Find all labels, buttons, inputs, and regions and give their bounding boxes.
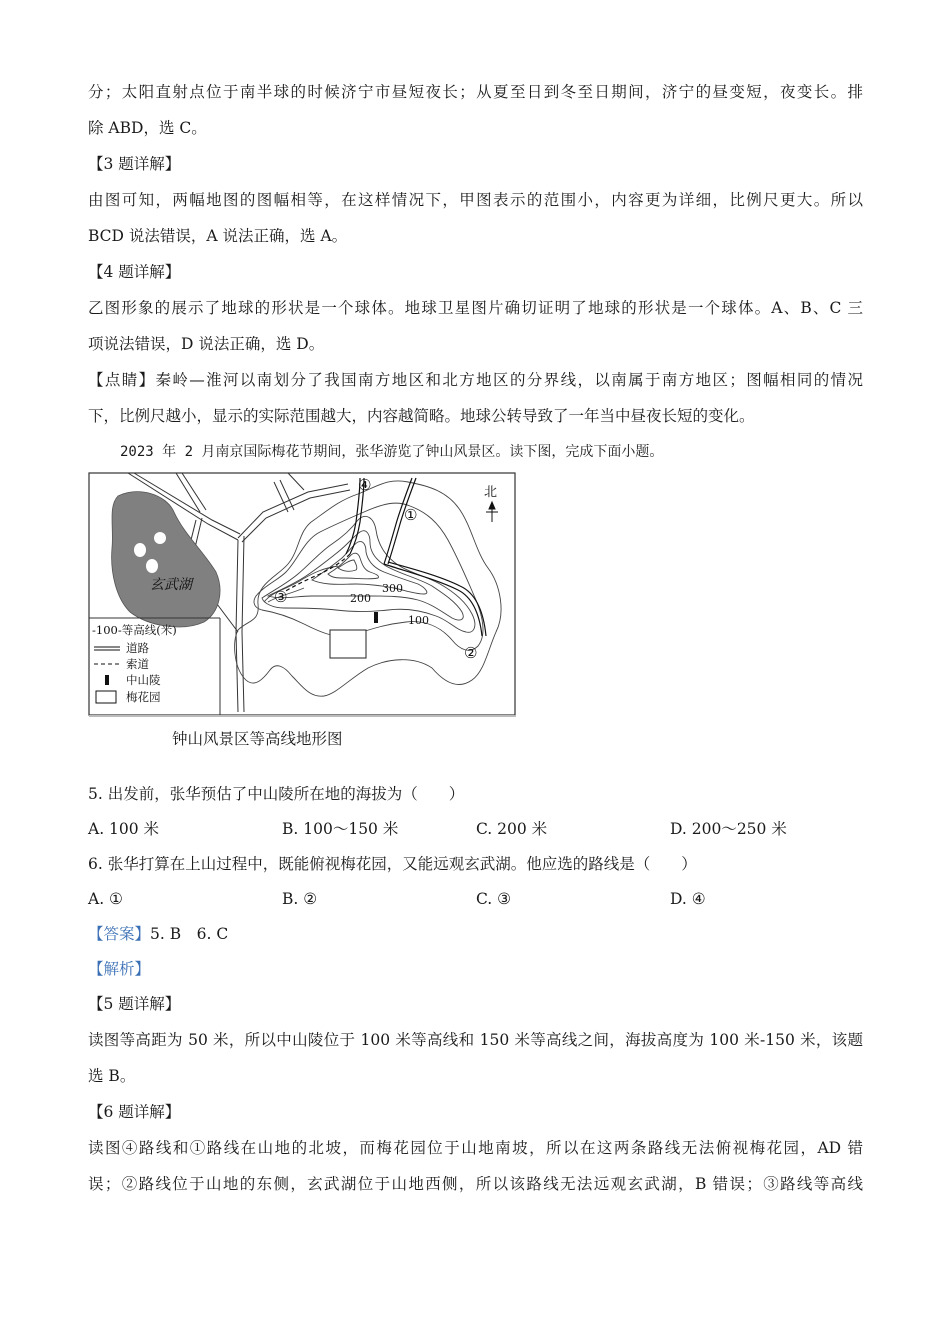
q6-option-c: C. ③ [476, 890, 512, 908]
plum-garden [330, 630, 366, 658]
text-line: 读图等高距为 50 米，所以中山陵位于 100 米等高线和 150 米等高线之间，海拔高度为 100 米-150 米，该题 [88, 1031, 863, 1049]
text-line: 乙图形象的展示了地球的形状是一个球体。地球卫星图片确切证明了地球的形状是一个球体。A、B、C 三 [88, 299, 863, 317]
answer-line [88, 922, 863, 946]
north-label: 北 [484, 485, 498, 500]
question-5: 5. 出发前，张华预估了中山陵所在地的海拔为（ ） [88, 785, 465, 803]
contour-label: 200 [350, 592, 371, 605]
legend-contour: -100-等高线(米) [92, 623, 177, 637]
lake-island [154, 532, 166, 544]
q5-option-c: C. 200 米 [476, 820, 548, 838]
answer-tag: 【答案】 [88, 925, 151, 943]
text-line: 读图④路线和①路线在山地的北坡，而梅花园位于山地南坡，所以在这两条路线无法俯视梅花园，AD 错 [88, 1139, 863, 1157]
text-line: 项说法错误，D 说法正确，选 D。 [88, 335, 325, 353]
map-caption: 钟山风景区等高线地形图 [172, 730, 343, 748]
q6-option-a: A. ① [88, 890, 123, 908]
q5-option-d: D. 200～250 米 [670, 820, 787, 838]
question-6: 6. 张华打算在上山过程中，既能俯视梅花园，又能远观玄武湖。他应选的路线是（ ） [88, 855, 697, 873]
text-line: 下，比例尺越小，显示的实际范围越大，内容越简略。地球公转导致了一年当中昼夜长短的变化。 [88, 407, 755, 425]
route-label-1: ① [404, 506, 418, 524]
contour-label: 300 [382, 582, 403, 595]
text-line: 除 ABD，选 C。 [88, 119, 207, 137]
legend-cableway: 索道 [126, 657, 149, 671]
route-label-4: ④ [358, 476, 372, 494]
text-line: 【点睛】秦岭—淮河以南划分了我国南方地区和北方地区的分界线，以南属于南方地区；图幅相同的情况 [88, 371, 863, 389]
legend-road: 道路 [126, 641, 149, 655]
contour-map [88, 472, 516, 718]
section-heading: 【3 题详解】 [88, 155, 181, 173]
text-line: BCD 说法错误，A 说法正确，选 A。 [88, 227, 348, 245]
q5-option-b: B. 100～150 米 [282, 820, 399, 838]
legend-mausoleum: 中山陵 [126, 673, 161, 687]
route-label-2: ② [464, 644, 478, 662]
text-line: 选 B。 [88, 1067, 136, 1085]
lake-label: 玄武湖 [150, 577, 192, 593]
contour-label: 100 [408, 614, 429, 627]
answer-text: 5. B 6. C [150, 925, 229, 943]
analysis-tag: 【解析】 [88, 960, 151, 978]
text-line: 分；太阳直射点位于南半球的时候济宁市昼短夜长；从夏至日到冬至日期间，济宁的昼变短，夜变长。排 [88, 83, 863, 101]
q5-option-a: A. 100 米 [88, 820, 160, 838]
text-line: 误；②路线位于山地的东侧，玄武湖位于山地西侧，所以该路线无法远观玄武湖，B 错误；③路线等高线 [88, 1175, 863, 1193]
lake-island [134, 543, 146, 557]
text-line: 由图可知，两幅地图的图幅相等，在这样情况下，甲图表示的范围小，内容更为详细，比例尺更大。所以 [88, 191, 863, 209]
section-heading: 【6 题详解】 [88, 1103, 181, 1121]
legend-garden: 梅花园 [126, 690, 161, 704]
section-heading: 【4 题详解】 [88, 263, 181, 281]
q6-option-b: B. ② [282, 890, 318, 908]
lake-island [146, 559, 158, 573]
question-intro: 2023 年 2 月南京国际梅花节期间，张华游览了钟山风景区。读下图，完成下面小题。 [120, 444, 664, 460]
section-heading: 【5 题详解】 [88, 995, 181, 1013]
mausoleum-marker [374, 612, 378, 623]
route-label-3: ③ [274, 588, 288, 606]
q6-option-d: D. ④ [670, 890, 706, 908]
